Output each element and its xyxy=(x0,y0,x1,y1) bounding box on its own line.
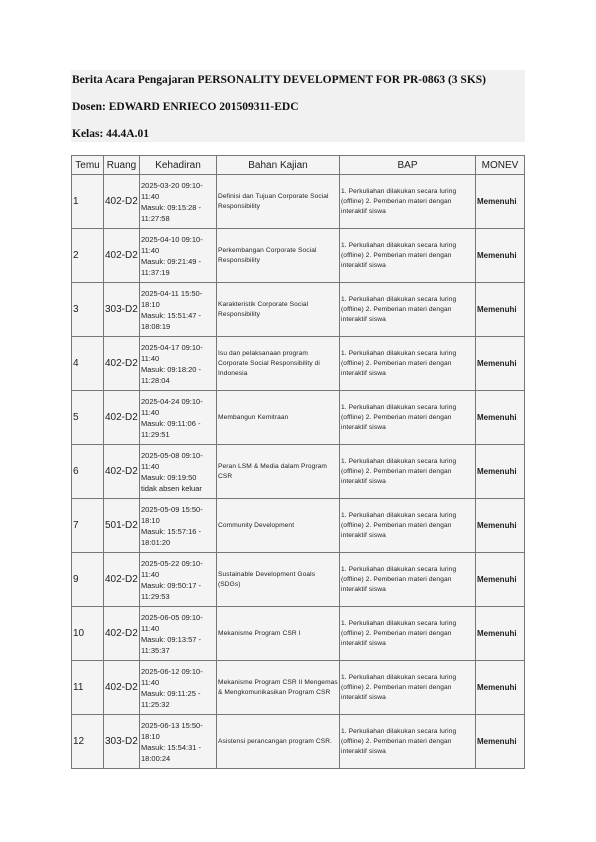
monev-status-cell: Memenuhi xyxy=(476,715,525,769)
meeting-number-cell: 2 xyxy=(72,229,104,283)
monev-status-cell: Memenuhi xyxy=(476,283,525,337)
column-header-bap: BAP xyxy=(340,156,476,175)
topic-cell: Peran LSM & Media dalam Program CSR xyxy=(217,445,340,499)
column-header-bahan-kajian: Bahan Kajian xyxy=(217,156,340,175)
column-header-ruang: Ruang xyxy=(104,156,140,175)
room-cell: 402-D2 xyxy=(104,445,140,499)
bap-cell: 1. Perkuliahan dilakukan secara luring (offline) 2. Pemberian materi dengan interaktif siswa xyxy=(340,715,476,769)
attendance-line: Masuk: 15:51:47 - 18:08:19 xyxy=(141,310,202,331)
monev-status-cell: Memenuhi xyxy=(476,445,525,499)
meeting-number-cell: 7 xyxy=(72,499,104,553)
bap-cell: 1. Perkuliahan dilakukan secara luring (offline) 2. Pemberian materi dengan interaktif siswa xyxy=(340,607,476,661)
attendance-line: tidak absen keluar xyxy=(141,483,202,493)
table-body xyxy=(72,175,525,769)
attendance-cell xyxy=(140,499,217,553)
lecturer-line: Dosen: EDWARD ENRIECO 201509311-EDC xyxy=(72,101,299,113)
bap-cell: 1. Perkuliahan dilakukan secara luring (offline) 2. Pemberian materi dengan interaktif siswa xyxy=(340,175,476,229)
monev-status-cell: Memenuhi xyxy=(476,337,525,391)
table-row xyxy=(72,553,525,607)
attendance-line: 2025-06-12 09:10-11:40 xyxy=(141,666,203,687)
topic-cell: Definisi dan Tujuan Corporate Social Responsibility xyxy=(217,175,340,229)
attendance-cell xyxy=(140,715,217,769)
topic-cell: Asistensi perancangan program CSR. xyxy=(217,715,340,769)
attendance-cell xyxy=(140,229,217,283)
attendance-cell xyxy=(140,445,217,499)
attendance-line: Masuk: 09:21:49 - 11:37:19 xyxy=(141,256,202,277)
table-row xyxy=(72,283,525,337)
room-cell: 402-D2 xyxy=(104,391,140,445)
attendance-cell xyxy=(140,553,217,607)
room-cell: 303-D2 xyxy=(104,283,140,337)
table-row xyxy=(72,391,525,445)
topic-cell: Mekanisme Program CSR I xyxy=(217,607,340,661)
monev-status-cell: Memenuhi xyxy=(476,175,525,229)
attendance-line: Masuk: 15:54:31 - 18:00:24 xyxy=(141,742,202,763)
room-cell: 303-D2 xyxy=(104,715,140,769)
attendance-line: 2025-06-05 09:10-11:40 xyxy=(141,612,203,633)
meeting-number-cell: 12 xyxy=(72,715,104,769)
room-cell: 402-D2 xyxy=(104,607,140,661)
bap-cell: 1. Perkuliahan dilakukan secara luring (offline) 2. Pemberian materi dengan interaktif siswa xyxy=(340,391,476,445)
room-cell: 402-D2 xyxy=(104,229,140,283)
topic-cell: Perkembangan Corporate Social Responsibility xyxy=(217,229,340,283)
attendance-line: Masuk: 09:13:57 - 11:35:37 xyxy=(141,634,202,655)
meeting-number-cell: 1 xyxy=(72,175,104,229)
monev-status-cell: Memenuhi xyxy=(476,553,525,607)
topic-cell: Sustainable Development Goals (SDGs) xyxy=(217,553,340,607)
attendance-line: 2025-04-24 09:10-11:40 xyxy=(141,396,203,417)
topic-cell: Community Development xyxy=(217,499,340,553)
attendance-line: 2025-03-20 09:10-11:40 xyxy=(141,180,203,201)
attendance-cell xyxy=(140,175,217,229)
room-cell: 402-D2 xyxy=(104,175,140,229)
attendance-cell xyxy=(140,283,217,337)
attendance-table xyxy=(71,155,525,769)
attendance-line: 2025-05-08 09:10-11:40 xyxy=(141,450,203,471)
attendance-line: 2025-05-22 09:10-11:40 xyxy=(141,558,203,579)
attendance-cell xyxy=(140,391,217,445)
column-header-temu: Temu xyxy=(72,156,104,175)
bap-cell: 1. Perkuliahan dilakukan secara luring (offline) 2. Pemberian materi dengan interaktif siswa xyxy=(340,229,476,283)
attendance-line: 2025-06-13 15:50-18:10 xyxy=(141,720,203,741)
room-cell: 402-D2 xyxy=(104,337,140,391)
table-row xyxy=(72,445,525,499)
monev-status-cell: Memenuhi xyxy=(476,607,525,661)
column-header-monev: MONEV xyxy=(476,156,525,175)
class-line: Kelas: 44.4A.01 xyxy=(72,128,149,140)
topic-cell: Karakteristik Corporate Social Responsibility xyxy=(217,283,340,337)
meeting-number-cell: 11 xyxy=(72,661,104,715)
table-row xyxy=(72,337,525,391)
attendance-line: 2025-04-10 09:10-11:40 xyxy=(141,234,203,255)
monev-status-cell: Memenuhi xyxy=(476,661,525,715)
meeting-number-cell: 4 xyxy=(72,337,104,391)
monev-status-cell: Memenuhi xyxy=(476,499,525,553)
attendance-line: 2025-04-17 09:10-11:40 xyxy=(141,342,203,363)
attendance-cell xyxy=(140,337,217,391)
attendance-line: Masuk: 09:15:28 - 11:27:58 xyxy=(141,202,202,223)
table-row xyxy=(72,175,525,229)
monev-status-cell: Memenuhi xyxy=(476,391,525,445)
attendance-line: Masuk: 09:11:06 - 11:29:51 xyxy=(141,418,201,439)
attendance-line: Masuk: 15:57:16 - 18:01:20 xyxy=(141,526,202,547)
attendance-line: Masuk: 09:18:20 - 11:28:04 xyxy=(141,364,202,385)
room-cell: 501-D2 xyxy=(104,499,140,553)
topic-cell: Membangun Kemitraan xyxy=(217,391,340,445)
meeting-number-cell: 3 xyxy=(72,283,104,337)
attendance-line: 2025-04-11 15:50-18:10 xyxy=(141,288,203,309)
table-row xyxy=(72,229,525,283)
document-title: Berita Acara Pengajaran PERSONALITY DEVELOPMENT FOR PR-0863 (3 SKS) xyxy=(72,74,486,86)
monev-status-cell: Memenuhi xyxy=(476,229,525,283)
attendance-cell xyxy=(140,661,217,715)
room-cell: 402-D2 xyxy=(104,553,140,607)
bap-cell: 1. Perkuliahan dilakukan secara luring (offline) 2. Pemberian materi dengan interaktif siswa xyxy=(340,499,476,553)
topic-cell: Mekanisme Program CSR II Mengemas & Mengkomunikasikan Program CSR xyxy=(217,661,340,715)
bap-cell: 1. Perkuliahan dilakukan secara luring (offline) 2. Pemberian materi dengan interaktif siswa xyxy=(340,337,476,391)
attendance-line: 2025-05-09 15:50-18:10 xyxy=(141,504,203,525)
bap-cell: 1. Perkuliahan dilakukan secara luring (offline) 2. Pemberian materi dengan interaktif siswa xyxy=(340,553,476,607)
column-header-kehadiran: Kehadiran xyxy=(140,156,217,175)
table-header-row xyxy=(72,156,525,175)
table-row xyxy=(72,661,525,715)
meeting-number-cell: 5 xyxy=(72,391,104,445)
attendance-line: Masuk: 09:19:50 xyxy=(141,472,197,482)
table-row xyxy=(72,715,525,769)
attendance-line: Masuk: 09:50:17 - 11:29:53 xyxy=(141,580,202,601)
meeting-number-cell: 10 xyxy=(72,607,104,661)
topic-cell: Isu dan pelaksanaan program Corporate Social Responsibility di Indonesia xyxy=(217,337,340,391)
table-row xyxy=(72,607,525,661)
attendance-cell xyxy=(140,607,217,661)
bap-cell: 1. Perkuliahan dilakukan secara luring (offline) 2. Pemberian materi dengan interaktif siswa xyxy=(340,445,476,499)
bap-cell: 1. Perkuliahan dilakukan secara luring (offline) 2. Pemberian materi dengan interaktif siswa xyxy=(340,283,476,337)
meeting-number-cell: 6 xyxy=(72,445,104,499)
attendance-line: Masuk: 09:11:25 - 11:25:32 xyxy=(141,688,201,709)
bap-cell: 1. Perkuliahan dilakukan secara luring (offline) 2. Pemberian materi dengan interaktif siswa xyxy=(340,661,476,715)
room-cell: 402-D2 xyxy=(104,661,140,715)
document-header xyxy=(71,70,525,142)
table-row xyxy=(72,499,525,553)
meeting-number-cell: 9 xyxy=(72,553,104,607)
